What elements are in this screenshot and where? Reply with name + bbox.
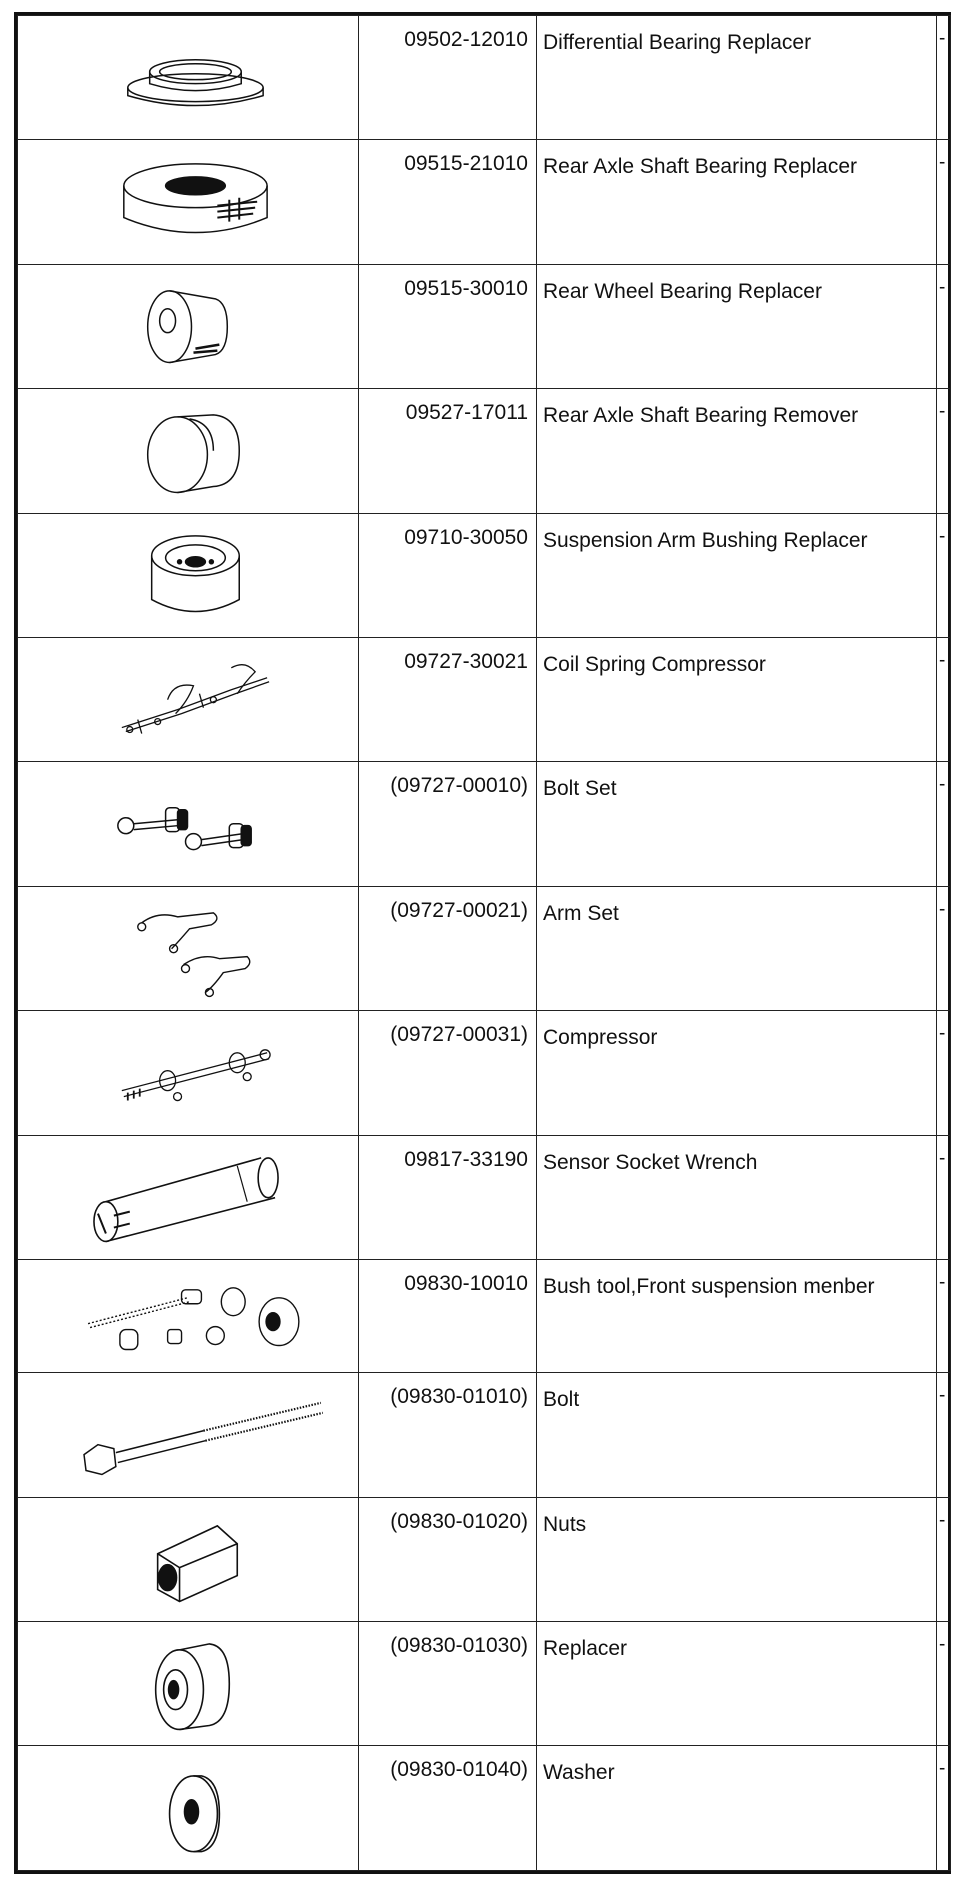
tool-illustration-cell (18, 886, 359, 1010)
tool-illustration-cell (18, 762, 359, 886)
washer-icon (18, 1746, 358, 1870)
tool-name: Replacer (537, 1622, 937, 1746)
tool-name: Arm Set (537, 886, 937, 1010)
tool-name: Coil Spring Compressor (537, 637, 937, 761)
tool-illustration-cell (18, 1011, 359, 1135)
table-row (18, 886, 951, 1010)
note-cell: - (937, 389, 951, 513)
part-number: 09515-21010 (359, 140, 537, 264)
tool-illustration-cell (18, 1259, 359, 1372)
part-number: (09830-01040) (359, 1746, 537, 1871)
tool-name: Suspension Arm Bushing Replacer (537, 513, 937, 637)
table-row (18, 1497, 951, 1621)
bolt-set-icon (18, 762, 358, 885)
part-number: (09727-00031) (359, 1011, 537, 1135)
note-cell: - (937, 1373, 951, 1497)
part-number: 09502-12010 (359, 16, 537, 140)
part-number: 09817-33190 (359, 1135, 537, 1259)
table-row (18, 1746, 951, 1871)
note-cell: - (937, 886, 951, 1010)
suspension-arm-bushing-replacer-icon (18, 514, 358, 637)
sensor-socket-wrench-icon (18, 1136, 358, 1259)
table-row (18, 1622, 951, 1746)
tool-name: Rear Wheel Bearing Replacer (537, 264, 937, 388)
arm-set-icon (18, 887, 358, 1010)
table-row (18, 513, 951, 637)
table-row (18, 1373, 951, 1497)
bush-tool-icon (18, 1260, 358, 1372)
rear-axle-shaft-bearing-remover-icon (18, 389, 358, 512)
tool-name: Washer (537, 1746, 937, 1871)
part-number: (09830-01010) (359, 1373, 537, 1497)
table-row (18, 389, 951, 513)
tool-name: Rear Axle Shaft Bearing Remover (537, 389, 937, 513)
tool-illustration-cell (18, 1497, 359, 1621)
rear-wheel-bearing-replacer-icon (18, 265, 358, 388)
note-cell: - (937, 1497, 951, 1621)
tool-table-frame (14, 12, 951, 1874)
coil-spring-compressor-icon (18, 638, 358, 761)
note-cell: - (937, 140, 951, 264)
table-row (18, 1011, 951, 1135)
part-number: 09515-30010 (359, 264, 537, 388)
tool-name: Bush tool,Front suspension menber (537, 1259, 937, 1372)
note-cell: - (937, 1746, 951, 1871)
note-cell: - (937, 1011, 951, 1135)
part-number: 09527-17011 (359, 389, 537, 513)
tool-illustration-cell (18, 637, 359, 761)
compressor-icon (18, 1011, 358, 1134)
tool-name: Differential Bearing Replacer (537, 16, 937, 140)
table-row (18, 1259, 951, 1372)
note-cell: - (937, 1622, 951, 1746)
part-number: (09830-01020) (359, 1497, 537, 1621)
note-cell: - (937, 637, 951, 761)
tool-illustration-cell (18, 1373, 359, 1497)
note-cell: - (937, 16, 951, 140)
part-number: 09830-10010 (359, 1259, 537, 1372)
nut-icon (18, 1498, 358, 1621)
table-row (18, 637, 951, 761)
tool-name: Compressor (537, 1011, 937, 1135)
part-number: 09727-30021 (359, 637, 537, 761)
special-service-tools-table (17, 15, 951, 1871)
table-row (18, 1135, 951, 1259)
replacer-icon (18, 1622, 358, 1745)
note-cell: - (937, 1259, 951, 1372)
tool-illustration-cell (18, 1746, 359, 1871)
part-number: (09830-01030) (359, 1622, 537, 1746)
note-cell: - (937, 762, 951, 886)
tool-name: Rear Axle Shaft Bearing Replacer (537, 140, 937, 264)
part-number: (09727-00010) (359, 762, 537, 886)
part-number: 09710-30050 (359, 513, 537, 637)
tool-illustration-cell (18, 264, 359, 388)
table-row (18, 762, 951, 886)
tool-illustration-cell (18, 140, 359, 264)
tool-name: Bolt (537, 1373, 937, 1497)
note-cell: - (937, 264, 951, 388)
rear-axle-shaft-bearing-replacer-icon (18, 140, 358, 263)
note-cell: - (937, 1135, 951, 1259)
tool-illustration-cell (18, 389, 359, 513)
table-row (18, 16, 951, 140)
bolt-icon (18, 1373, 358, 1496)
table-row (18, 264, 951, 388)
tool-illustration-cell (18, 1135, 359, 1259)
tool-illustration-cell (18, 513, 359, 637)
tool-name: Bolt Set (537, 762, 937, 886)
table-row (18, 140, 951, 264)
differential-bearing-replacer-icon (18, 16, 358, 139)
tool-name: Nuts (537, 1497, 937, 1621)
part-number: (09727-00021) (359, 886, 537, 1010)
tool-name: Sensor Socket Wrench (537, 1135, 937, 1259)
tool-illustration-cell (18, 1622, 359, 1746)
tool-illustration-cell (18, 16, 359, 140)
note-cell: - (937, 513, 951, 637)
